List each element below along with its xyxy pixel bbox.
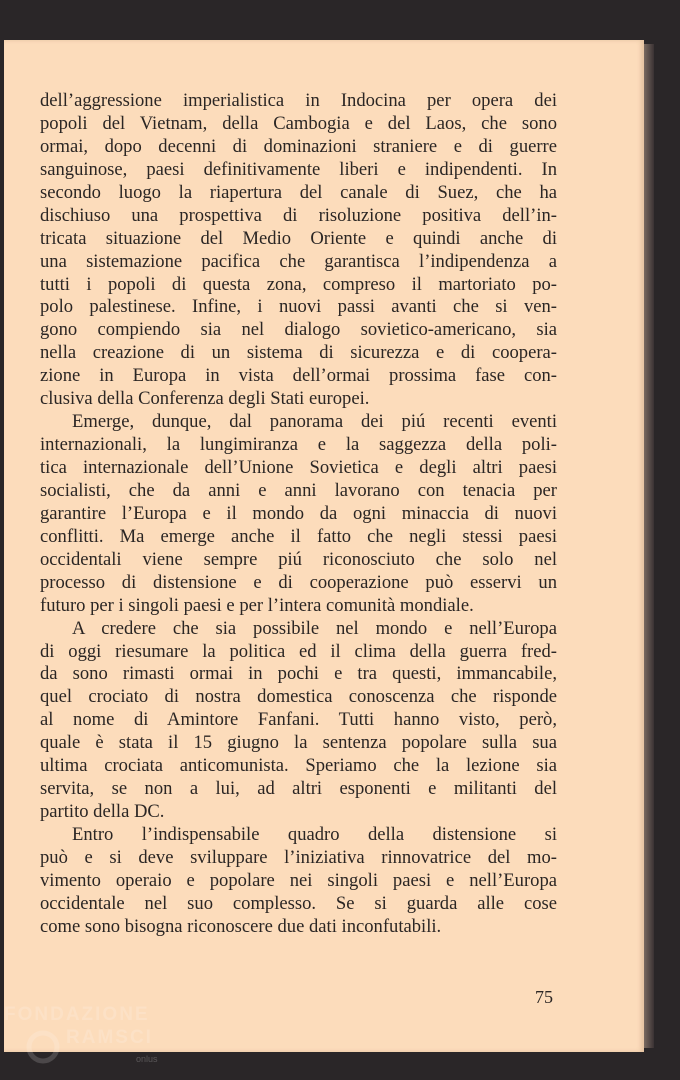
text-line: servita, se non a lui, ad altri esponenti e militanti del — [40, 778, 557, 800]
text-line: al nome di Amintore Fanfani. Tutti hanno visto, però, — [40, 709, 557, 731]
paragraph — [40, 618, 557, 824]
text-line: da sono rimasti ormai in pochi e tra questi, immancabile, — [40, 663, 557, 685]
text-line: dell’aggressione imperialistica in Indocina per opera dei — [40, 90, 557, 111]
text-line: gono compiendo sia nel dialogo sovietico-americano, sia — [40, 319, 557, 341]
text-line: nella creazione di un sistema di sicurezza e di coopera- — [40, 342, 557, 364]
text-line: clusiva della Conferenza degli Stati europei. — [40, 388, 370, 410]
watermark-line2: RAMSCI — [66, 1027, 153, 1048]
text-line: Entro l’indispensabile quadro della distensione si — [72, 824, 557, 845]
text-line: partito della DC. — [40, 801, 165, 823]
text-line: quel crociato di nostra domestica conoscenza che risponde — [40, 686, 557, 708]
text-line: socialisti, che da anni e anni lavorano con tenacia per — [40, 479, 557, 501]
text-line: polo palestinese. Infine, i nuovi passi avanti che si ven- — [40, 296, 557, 318]
text-line: futuro per i singoli paesi e per l’intera comunità mondiale. — [40, 594, 474, 616]
text-line: tutti i popoli di questa zona, compreso il martoriato po- — [40, 273, 557, 295]
text-line: secondo luogo la riapertura del canale di Suez, che ha — [40, 181, 557, 203]
text-line: dischiuso una prospettiva di risoluzione positiva dell’in- — [40, 204, 557, 226]
text-line: ormai, dopo decenni di dominazioni straniere e di guerre — [40, 135, 557, 157]
text-line: popoli del Vietnam, della Cambogia e del Laos, che sono — [40, 112, 557, 134]
text-line: processo di distensione e di cooperazione può esservi un — [40, 571, 557, 593]
text-line: quale è stata il 15 giugno la sentenza popolare sulla sua — [40, 732, 557, 754]
text-line: occidentali viene sempre piú riconosciuto che solo nel — [40, 548, 557, 570]
text-line: conflitti. Ma emerge anche il fatto che negli stessi paesi — [40, 525, 557, 547]
text-line: tricata situazione del Medio Oriente e quindi anche di — [40, 227, 557, 249]
paragraph — [40, 824, 557, 939]
paragraph — [40, 90, 557, 411]
text-line: una sistemazione pacifica che garantisca l’indipendenza a — [40, 250, 557, 272]
text-line: di oggi riesumare la politica ed il clima della guerra fred- — [40, 640, 557, 662]
text-line: sanguinose, paesi definitivamente liberi e indipendenti. In — [40, 158, 557, 180]
text-line: zione in Europa in vista dell’ormai prossima fase con- — [40, 365, 557, 387]
text-line: può e si deve sviluppare l’iniziativa rinnovatrice del mo- — [40, 846, 557, 868]
text-line: come sono bisogna riconoscere due dati inconfutabili. — [40, 915, 442, 937]
page-number: 75 — [535, 987, 553, 1007]
paragraph — [40, 411, 557, 617]
text-line: vimento operaio e popolare nei singoli paesi e nell’Europa — [40, 869, 557, 891]
text-line: Emerge, dunque, dal panorama dei piú recenti eventi — [72, 411, 557, 433]
text-line: ultima crociata anticomunista. Speriamo che la lezione sia — [40, 755, 557, 777]
text-line: A credere che sia possibile nel mondo e nell’Europa — [72, 617, 557, 639]
watermark-suffix: onlus — [136, 1054, 158, 1064]
foundation-logo-icon — [24, 1028, 62, 1066]
text-line: garantire l’Europa e il mondo da ogni minaccia di nuovi — [40, 502, 557, 524]
text-line: tica internazionale dell’Unione Sovietica e degli altri paesi — [40, 457, 557, 478]
text-line: occidentale nel suo complesso. Se si guarda alle cose — [40, 892, 557, 914]
text-line: internazionali, la lungimiranza e la saggezza della poli- — [40, 434, 557, 456]
body-text — [40, 90, 557, 939]
watermark-line1: FONDAZIONE — [4, 1004, 150, 1025]
page-edge — [644, 44, 654, 1048]
